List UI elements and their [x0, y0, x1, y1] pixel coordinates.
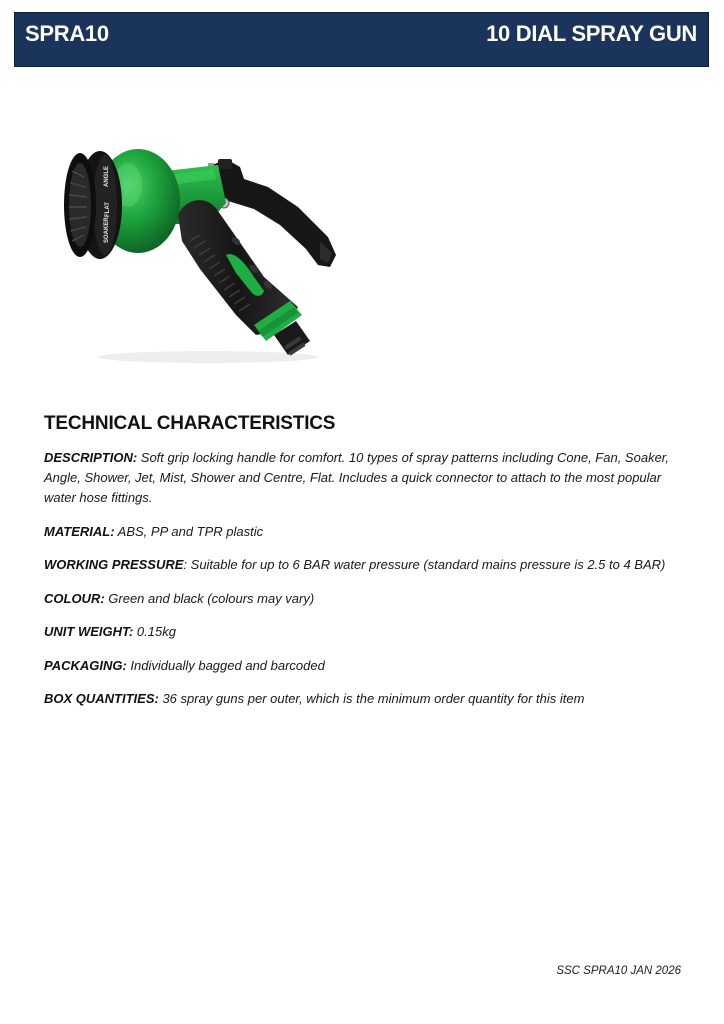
spec-colon: : — [183, 557, 188, 572]
spec-label: COLOUR: — [44, 590, 105, 606]
product-title: 10 DIAL SPRAY GUN — [486, 21, 697, 46]
technical-characteristics-heading: TECHNICAL CHARACTERISTICS — [44, 413, 336, 434]
spec-label: PACKAGING: — [44, 657, 127, 673]
footer-reference: SSC SPRA10 JAN 2026 — [556, 965, 681, 977]
spray-gun-illustration — [58, 145, 348, 370]
spec-box-quantities — [44, 689, 684, 709]
product-image — [58, 145, 348, 370]
spec-value: 36 spray guns per outer, which is the minimum order quantity for this item — [158, 691, 585, 706]
spec-value: 0.15kg — [133, 624, 176, 639]
product-code: SPRA10 — [25, 21, 109, 46]
spec-value: Suitable for up to 6 BAR water pressure (standard mains pressure is 2.5 to 4 BAR) — [187, 557, 666, 572]
svg-text:SOAKER: SOAKER — [104, 217, 110, 243]
spec-label: BOX QUANTITIES: — [44, 691, 159, 706]
spec-label: WORKING PRESSURE — [44, 557, 184, 572]
svg-text:ANGLE: ANGLE — [104, 166, 110, 187]
spec-value: Soft grip locking handle for comfort. 10 types of spray patterns including Cone, Fan, Soaker, Angle, Shower, Jet, Mist, Shower and Centre, Flat. Includes a quick connector to attach to the most popular water hose fittings. — [44, 450, 670, 505]
spec-working-pressure — [44, 555, 684, 575]
spec-value: Individually bagged and barcoded — [126, 657, 325, 673]
spec-value: ABS, PP and TPR plastic — [114, 523, 264, 539]
dial-labels — [104, 166, 111, 243]
spec-label: MATERIAL: — [44, 523, 115, 539]
spec-colour — [44, 589, 684, 609]
spec-label: DESCRIPTION: — [44, 450, 138, 465]
spec-label: UNIT WEIGHT: — [44, 624, 134, 639]
header-bar — [14, 12, 709, 67]
spec-description — [44, 448, 684, 508]
spec-unit-weight — [44, 622, 684, 642]
spec-material — [44, 522, 684, 542]
spec-packaging — [44, 656, 684, 676]
spec-list — [44, 448, 684, 723]
spec-value: Green and black (colours may vary) — [104, 590, 315, 606]
svg-text:FLAT: FLAT — [105, 202, 111, 217]
